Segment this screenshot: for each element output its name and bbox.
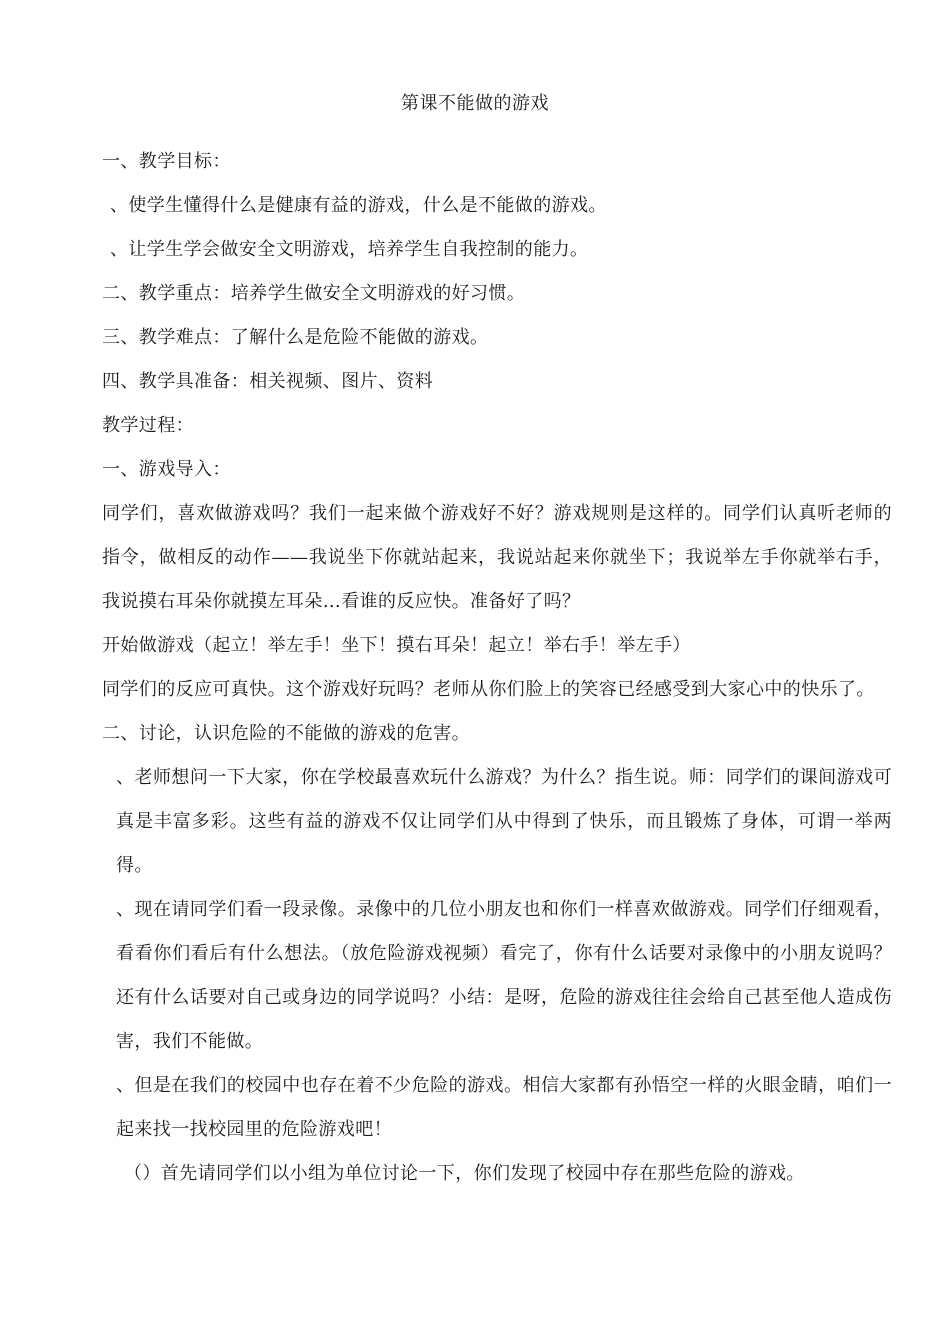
section-heading-process: 教学过程： [102, 415, 194, 436]
paragraph: 、但是在我们的校园中也存在着不少危险的游戏。相信大家都有孙悟空一样的火眼金睛，咱们一起来找一找校园里的危险游戏吧！ [116, 1075, 892, 1140]
section-heading-materials: 四、教学具准备：相关视频、图片、资料 [102, 371, 434, 392]
objective-item: 、让学生学会做安全文明游戏，培养学生自我控制的能力。 [110, 239, 589, 260]
objective-item: 、使学生懂得什么是健康有益的游戏，什么是不能做的游戏。 [110, 195, 607, 216]
subsection-heading-game-intro: 一、游戏导入： [102, 459, 231, 480]
paragraph: 、老师想问一下大家，你在学校最喜欢玩什么游戏？为什么？指生说。师：同学们的课间游戏可真是丰富多彩。这些有益的游戏不仅让同学们从中得到了快乐，而且锻炼了身体，可谓一举两得。 [116, 767, 892, 876]
section-heading-difficulties: 三、教学难点：了解什么是危险不能做的游戏。 [102, 327, 489, 348]
document-body [102, 150, 892, 1206]
paragraph: 同学们，喜欢做游戏吗？我们一起来做个游戏好不好？游戏规则是这样的。同学们认真听老师的指令，做相反的动作——我说坐下你就站起来，我说站起来你就坐下；我说举左手你就举右手，我说摸右耳朵你就摸左耳朵…看谁的反应快。准备好了吗？ [102, 503, 892, 612]
section-heading-objectives: 一、教学目标： [102, 151, 231, 172]
document-title: 第课不能做的游戏 [401, 93, 549, 114]
paragraph: 同学们的反应可真快。这个游戏好玩吗？老师从你们脸上的笑容已经感受到大家心中的快乐了。 [102, 679, 875, 700]
paragraph: 、现在请同学们看一段录像。录像中的几位小朋友也和你们一样喜欢做游戏。同学们仔细观看，看看你们看后有什么想法。（放危险游戏视频）看完了，你有什么话要对录像中的小朋友说吗？还有什么话要对自己或身边的同学说吗？小结：是呀，危险的游戏往往会给自己甚至他人造成伤害，我们不能做。 [116, 899, 892, 1052]
paragraph: 开始做游戏（起立！举左手！坐下！摸右耳朵！起立！举右手！举左手） [102, 635, 691, 656]
subsection-heading-discussion: 二、讨论，认识危险的不能做的游戏的危害。 [102, 723, 470, 744]
paragraph: （）首先请同学们以小组为单位讨论一下，你们发现了校园中存在那些危险的游戏。 [124, 1163, 805, 1184]
section-heading-key-points: 二、教学重点：培养学生做安全文明游戏的好习惯。 [102, 283, 526, 304]
